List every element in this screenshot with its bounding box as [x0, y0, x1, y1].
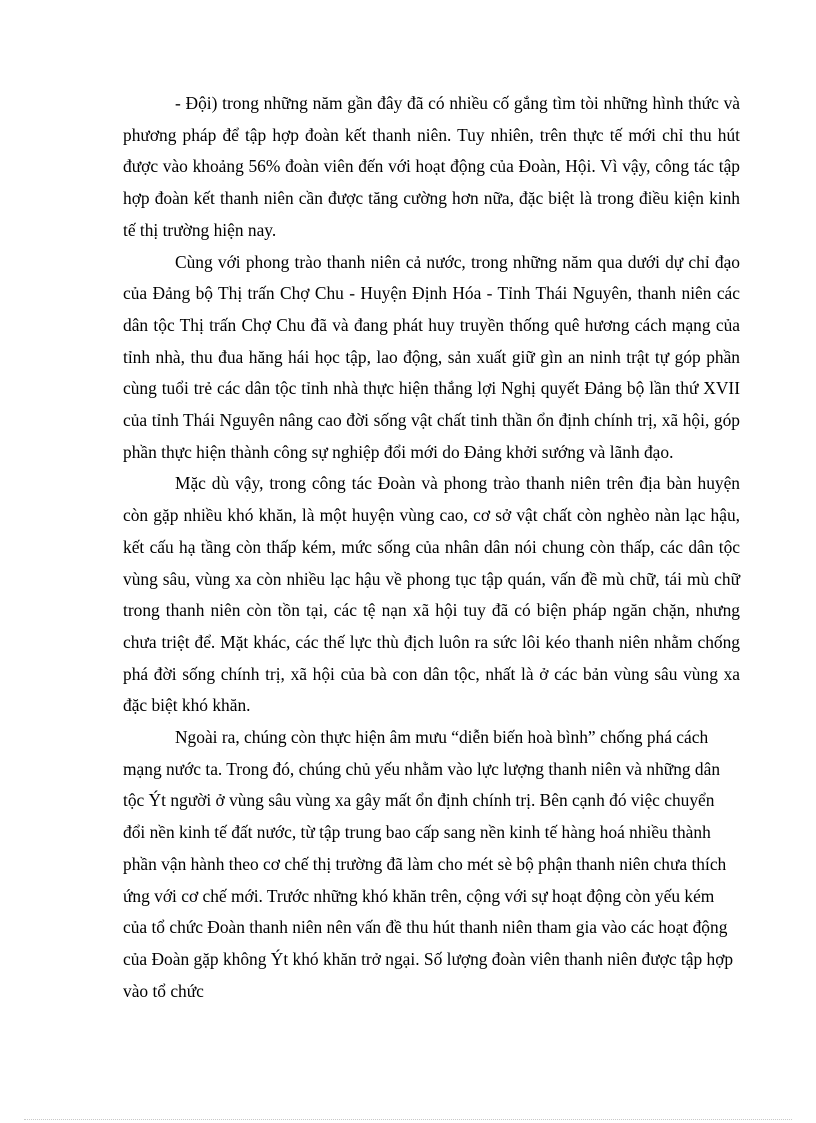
paragraph-2: Cùng với phong trào thanh niên cả nước, trong những năm qua dưới dự chỉ đạo của Đảng bộ Thị trấn Chợ Chu - Huyện Định Hóa - Tỉnh Thái Nguyên, thanh niên các dân tộc Thị trấn Chợ Chu đã và đang phát huy truyền thống quê hương cách mạng của tỉnh nhà, thu đua hăng hái học tập, lao động, sản xuất giữ gìn an ninh trật tự góp phần cùng tuổi trẻ các dân tộc tỉnh nhà thực hiện thắng lợi Nghị quyết Đảng bộ lần thứ XVII của tỉnh Thái Nguyên nâng cao đời sống vật chất tinh thần ổn định chính trị, xã hội, góp phần thực hiện thành công sự nghiệp đổi mới do Đảng khởi sướng và lãnh đạo.: [123, 251, 740, 462]
paragraph-4: Ngoài ra, chúng còn thực hiện âm mưu “diễn biến hoà bình” chống phá cách mạng nước ta. Trong đó, chúng chủ yếu nhằm vào lực lượng thanh niên và những dân tộc Ýt người ở vùng sâu vùng xa gây mất ổn định chính trị. Bên cạnh đó việc chuyển đổi nền kinh tế đất nước, từ tập trung bao cấp sang nền kinh tế hàng hoá nhiều thành phần vận hành theo cơ chế thị trường đã làm cho mét sè bộ phận thanh niên chưa thích ứng với cơ chế mới. Trước những khó khăn trên, cộng với sự hoạt động còn yếu kém của tổ chức Đoàn thanh niên nên vấn đề thu hút thanh niên tham gia vào các hoạt động của Đoàn gặp không Ýt khó khăn trở ngại. Số lượng đoàn viên thanh niên được tập hợp vào tổ chức: [123, 727, 734, 1001]
paragraph-3: Mặc dù vậy, trong công tác Đoàn và phong trào thanh niên trên địa bàn huyện còn gặp nhiều khó khăn, là một huyện vùng cao, cơ sở vật chất còn nghèo nàn lạc hậu, kết cấu hạ tầng còn thấp kém, mức sống của nhân dân nói chung còn thấp, các dân tộc vùng sâu, vùng xa còn nhiều lạc hậu về phong tục tập quán, vấn đề mù chữ, tái mù chữ trong thanh niên còn tồn tại, các tệ nạn xã hội tuy đã có biện pháp ngăn chặn, nhưng chưa triệt để. Mặt khác, các thế lực thù địch luôn ra sức lôi kéo thanh niên nhằm chống phá đời sống chính trị, xã hội của bà con dân tộc, nhất là ở các bản vùng sâu vùng xa đặc biệt khó khăn.: [123, 473, 740, 716]
paragraph-1: - Đội) trong những năm gần đây đã có nhiều cố gắng tìm tòi những hình thức và phương pháp để tập hợp đoàn kết thanh niên. Tuy nhiên, trên thực tế mới chỉ thu hút được vào khoảng 56% đoàn viên đến với hoạt động của Đoàn, Hội. Vì vậy, công tác tập hợp đoàn kết thanh niên cần được tăng cường hơn nữa, đặc biệt là trong điều kiện kinh tế thị trường hiện nay.: [123, 93, 740, 240]
document-body: [123, 88, 740, 1007]
page-bottom-divider: [24, 1119, 792, 1120]
